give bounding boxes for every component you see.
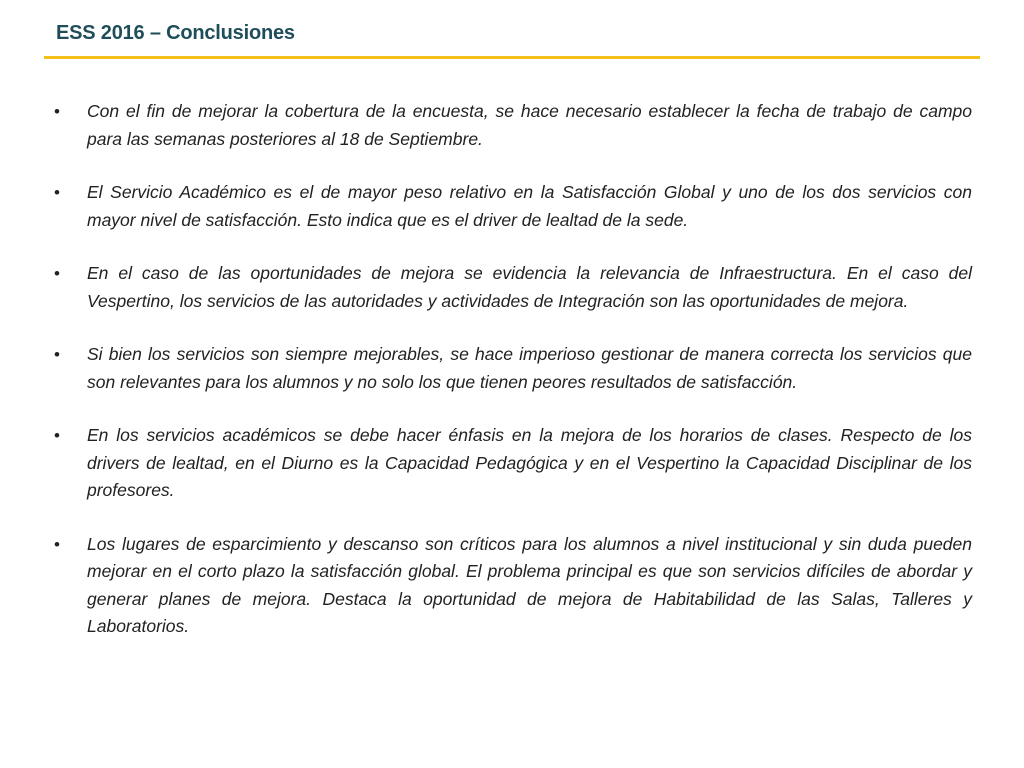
bullet-text: En el caso de las oportunidades de mejora se evidencia la relevancia de Infraestructura. En el caso del Vespertino, los servicios de las autoridades y actividades de Integración son las oportunidades de mejora. xyxy=(87,263,972,311)
list-item xyxy=(52,179,972,234)
bullet-text: El Servicio Académico es el de mayor peso relativo en la Satisfacción Global y uno de los dos servicios con mayor nivel de satisfacción. Esto indica que es el driver de lealtad de la sede. xyxy=(87,182,972,230)
title-underline xyxy=(44,56,980,59)
bullet-text: En los servicios académicos se debe hacer énfasis en la mejora de los horarios de clases. Respecto de los drivers de lealtad, en el Diurno es la Capacidad Pedagógica y en el Vespertino la Capacidad Disciplinar de los profesores. xyxy=(87,425,972,500)
bullet-marker: • xyxy=(54,345,60,364)
conclusions-list xyxy=(52,98,972,667)
list-item xyxy=(52,422,972,505)
slide-title: ESS 2016 – Conclusiones xyxy=(56,22,295,44)
bullet-text: Si bien los servicios son siempre mejorables, se hace imperioso gestionar de manera correcta los servicios que son relevantes para los alumnos y no solo los que tienen peores resultados de satisfacción. xyxy=(87,344,972,392)
bullet-text: Con el fin de mejorar la cobertura de la encuesta, se hace necesario establecer la fecha de trabajo de campo para las semanas posteriores al 18 de Septiembre. xyxy=(87,101,972,149)
bullet-marker: • xyxy=(54,534,60,554)
list-item xyxy=(52,531,972,641)
bullet-marker: • xyxy=(54,264,60,283)
list-item xyxy=(52,98,972,153)
bullet-marker: • xyxy=(54,183,60,202)
list-item xyxy=(52,260,972,315)
bullet-text: Los lugares de esparcimiento y descanso son críticos para los alumnos a nivel institucional y sin duda pueden mejorar en el corto plazo la satisfacción global. El problema principal es que son servicios difíciles de abordar y generar planes de mejora. Destaca la oportunidad de mejora de Habitabilidad de las Salas, Talleres y Laboratorios. xyxy=(87,533,972,636)
bullet-marker: • xyxy=(54,102,60,121)
list-item xyxy=(52,341,972,396)
bullet-marker: • xyxy=(54,426,60,445)
